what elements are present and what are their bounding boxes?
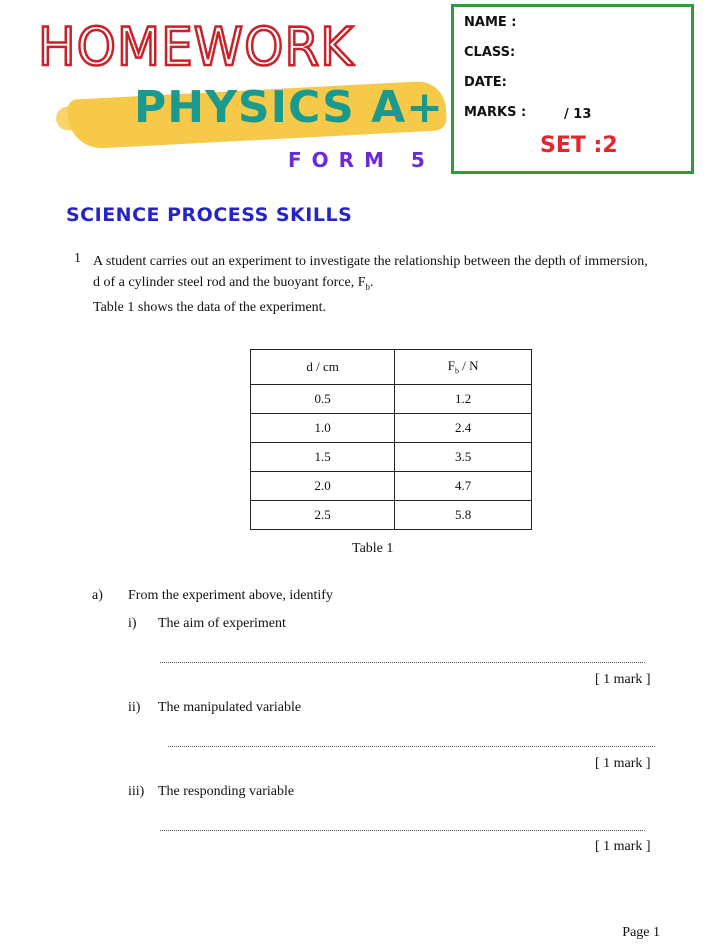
table-row xyxy=(251,501,532,530)
item-i-number: i) xyxy=(128,616,137,631)
part-a-text: From the experiment above, identify xyxy=(128,588,333,603)
depth-cell: 1.0 xyxy=(251,414,395,443)
depth-cell: 2.0 xyxy=(251,472,395,501)
question-text-end: . xyxy=(370,275,374,290)
header-force-unit: / N xyxy=(459,358,479,374)
force-cell: 1.2 xyxy=(395,385,532,414)
subject-title: PHYSICS A+ xyxy=(134,82,445,133)
section-title: SCIENCE PROCESS SKILLS xyxy=(66,204,353,226)
buoyant-subscript: b xyxy=(365,281,371,292)
table-row xyxy=(251,414,532,443)
mark-i: [ 1 mark ] xyxy=(595,672,651,687)
force-cell: 2.4 xyxy=(395,414,532,443)
force-cell: 3.5 xyxy=(395,443,532,472)
table-row xyxy=(251,472,532,501)
answer-line-ii[interactable] xyxy=(168,746,655,747)
item-iii-number: iii) xyxy=(128,784,145,799)
force-cell: 4.7 xyxy=(395,472,532,501)
force-cell: 5.8 xyxy=(395,501,532,530)
table-row xyxy=(251,385,532,414)
header-depth: d / cm xyxy=(251,350,395,385)
depth-cell: 2.5 xyxy=(251,501,395,530)
depth-cell: 1.5 xyxy=(251,443,395,472)
table-intro: Table 1 shows the data of the experiment. xyxy=(93,300,327,315)
item-ii-text: The manipulated variable xyxy=(158,700,302,715)
page-number: Page 1 xyxy=(622,925,660,940)
class-label: CLASS: xyxy=(464,45,516,60)
student-info-box xyxy=(451,4,694,174)
question-number: 1 xyxy=(74,251,81,266)
part-a-label: a) xyxy=(92,588,103,603)
header-force-symbol: F xyxy=(447,358,456,374)
item-iii-text: The responding variable xyxy=(158,784,295,799)
table-caption: Table 1 xyxy=(352,541,394,556)
depth-cell: 0.5 xyxy=(251,385,395,414)
question-text-body: A student carries out an experiment to investigate the relationship between the depth of immersion, d of a cylinder steel rod and the buoyant force, F xyxy=(93,254,648,290)
mark-iii: [ 1 mark ] xyxy=(595,839,651,854)
answer-line-iii[interactable] xyxy=(160,830,645,831)
question-text xyxy=(93,251,653,298)
name-label: NAME : xyxy=(464,15,517,30)
table-row xyxy=(251,443,532,472)
header-force xyxy=(395,350,532,385)
set-label: SET :2 xyxy=(540,133,618,158)
date-label: DATE: xyxy=(464,75,507,90)
marks-label: MARKS : xyxy=(464,105,527,120)
table-header-row xyxy=(251,350,532,385)
homework-title: HOMEWORK xyxy=(38,16,355,78)
mark-ii: [ 1 mark ] xyxy=(595,756,651,771)
item-ii-number: ii) xyxy=(128,700,141,715)
header-force-subscript: b xyxy=(455,366,460,376)
data-table xyxy=(250,349,532,530)
marks-total: / 13 xyxy=(564,107,592,122)
form-label: FORM 5 xyxy=(288,148,435,172)
answer-line-i[interactable] xyxy=(160,662,645,663)
item-i-text: The aim of experiment xyxy=(158,616,286,631)
